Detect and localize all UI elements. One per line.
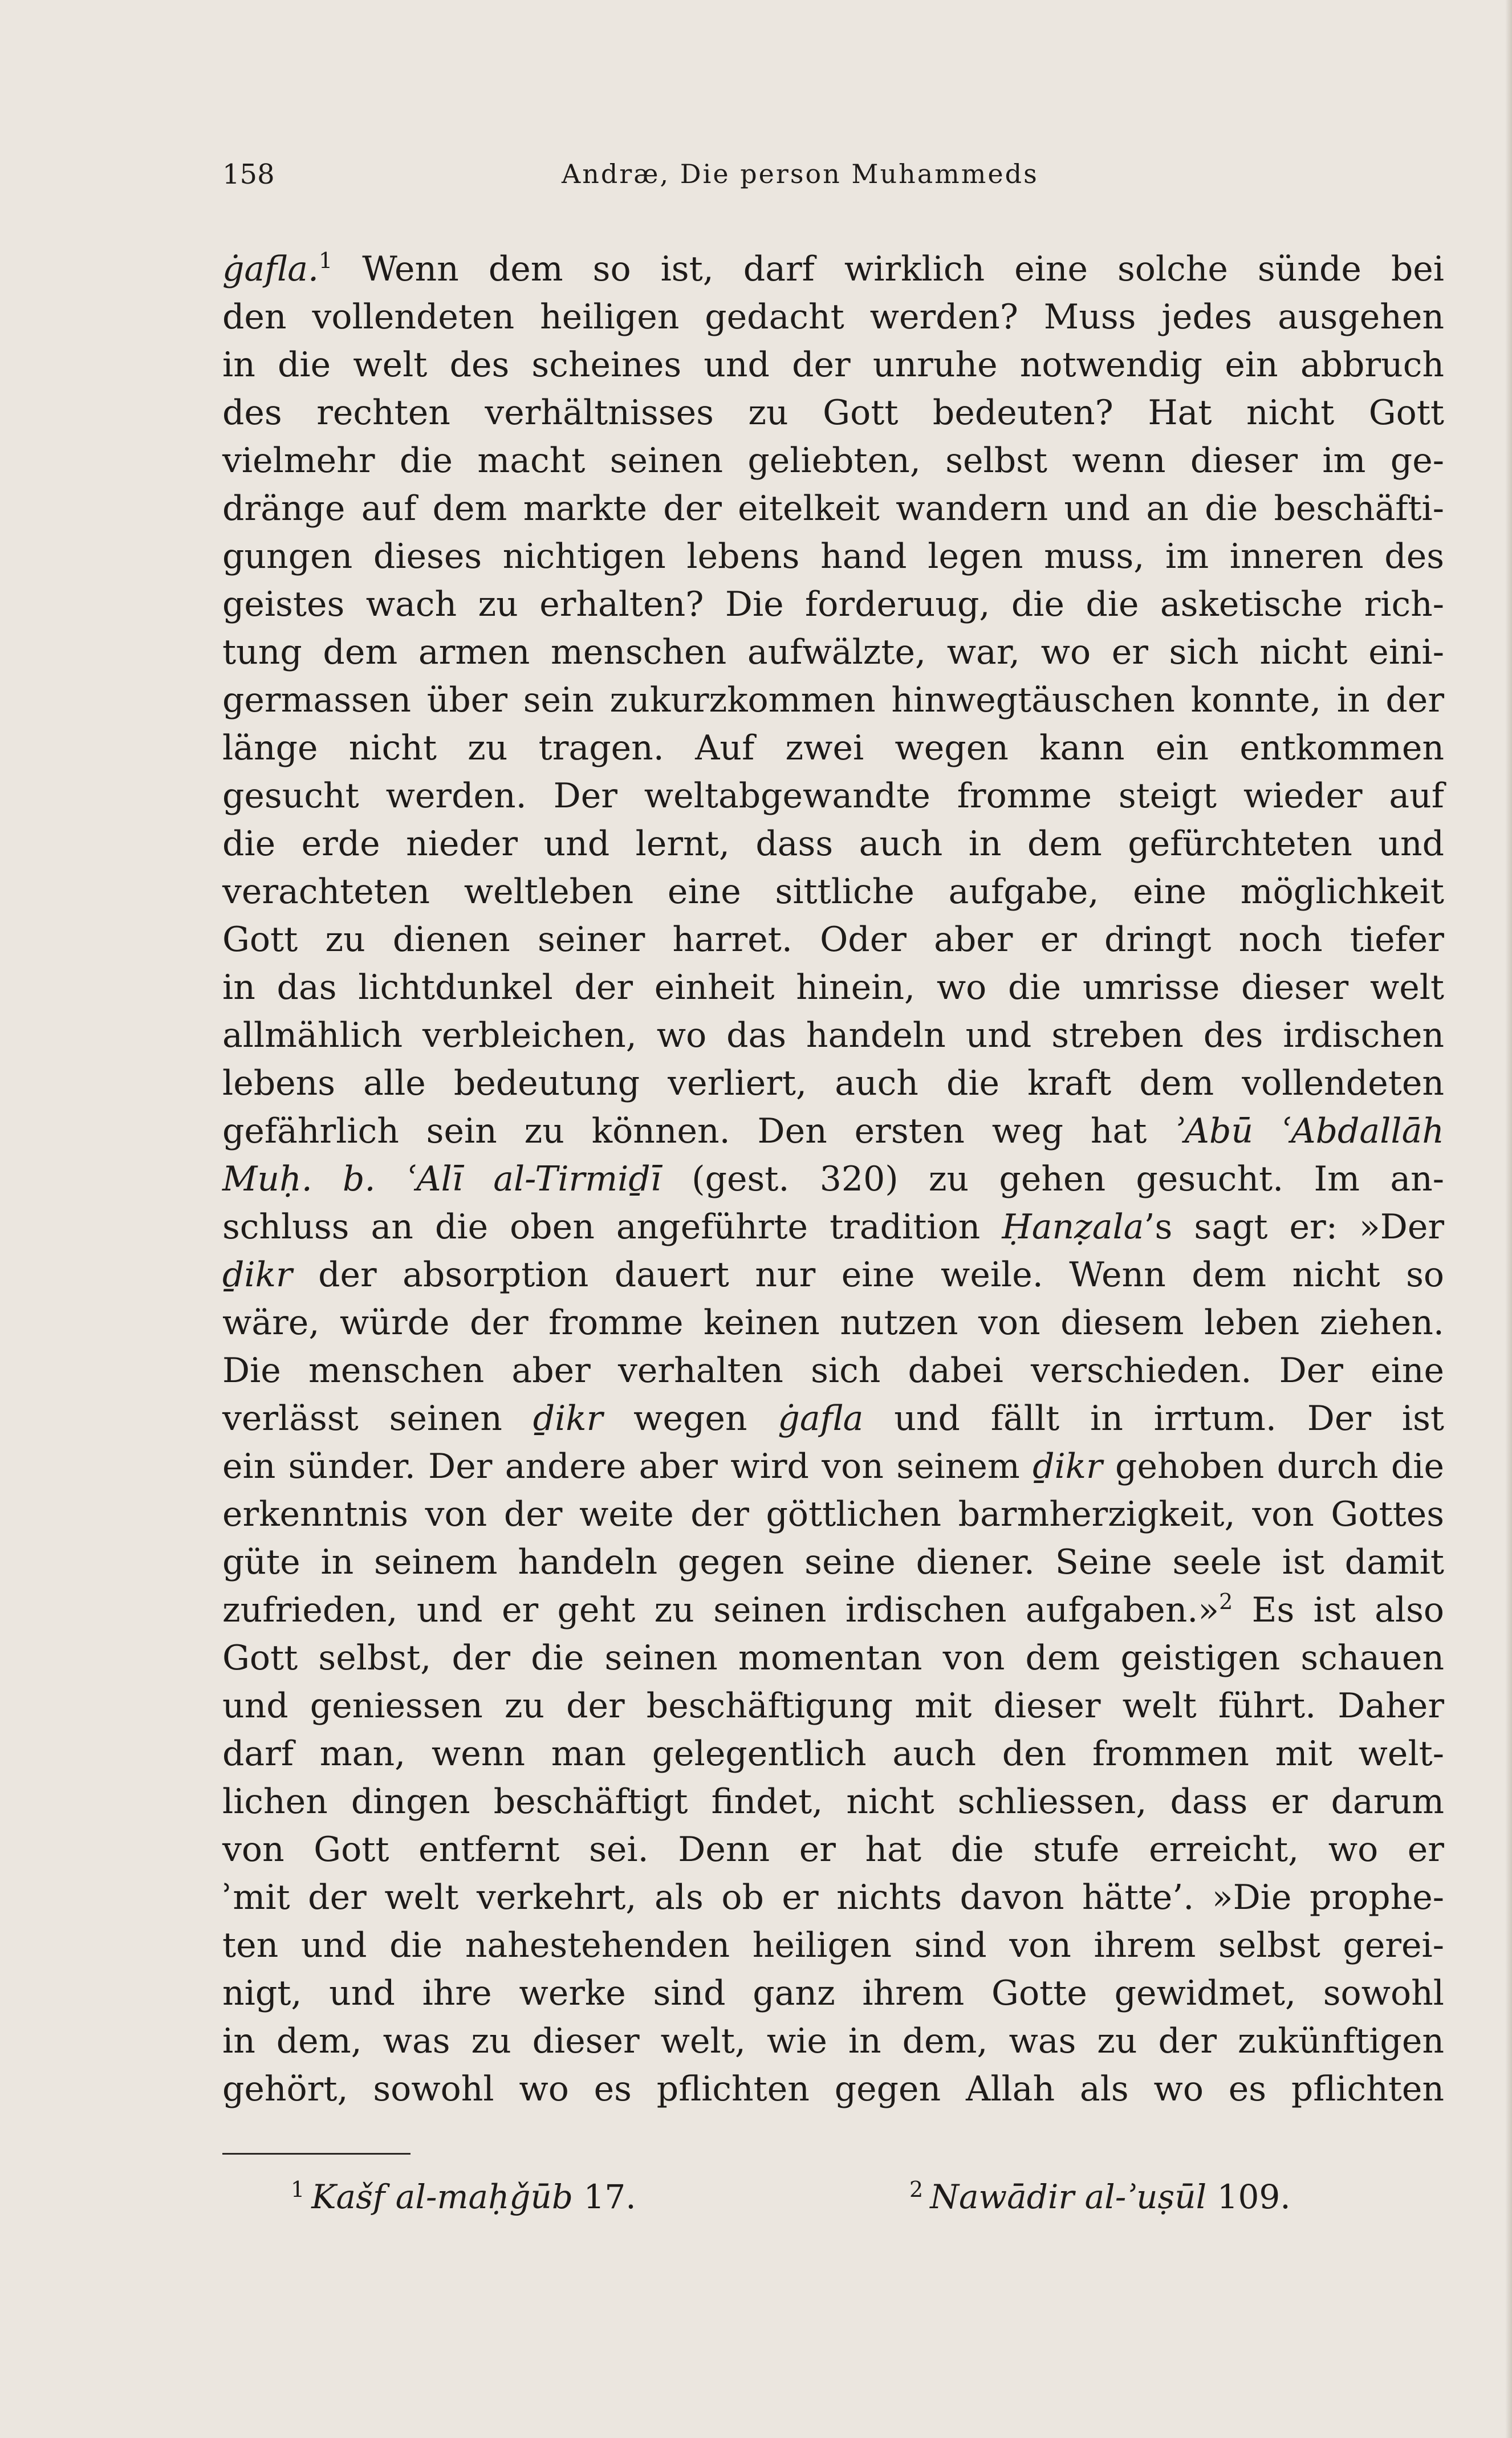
text-segment: schluss an die oben angeführte tradition: [222, 1207, 1002, 1247]
text-segment: Wenn dem so ist, darf wirklich eine solche sünde bei: [332, 249, 1444, 289]
text-segment: und fällt in irrtum. Der ist: [863, 1399, 1444, 1439]
text-segment: Muḥ. b. ʿAlī al-Tirmiḏī: [222, 1159, 661, 1199]
text-segment: in das lichtdunkel der einheit hinein, wo die umrisse dieser welt: [222, 968, 1444, 1007]
text-line: [222, 628, 1444, 676]
text-segment: ʾmit der welt verkehrt, als ob er nichts davon hätte’. »Die prophe-: [222, 1878, 1444, 1917]
text-segment: ʾAbū ʿAbdallāh: [1174, 1111, 1444, 1151]
text-segment: Es ist also: [1233, 1590, 1444, 1630]
text-line: [222, 1921, 1444, 1969]
text-segment: ein sünder. Der andere aber wird von seinem: [222, 1446, 1033, 1486]
text-line: [222, 772, 1444, 820]
text-line: [222, 1634, 1444, 1682]
text-line: [222, 1011, 1444, 1059]
text-line: [222, 1299, 1444, 1347]
text-line: [222, 1682, 1444, 1730]
text-segment: darf man, wenn man gelegentlich auch den frommen mit welt-: [222, 1734, 1444, 1774]
text-segment: verlässt seinen: [222, 1399, 533, 1439]
text-line: [222, 1155, 1444, 1203]
text-segment: vielmehr die macht seinen geliebten, selbst wenn dieser im ge-: [222, 441, 1444, 481]
text-line: [222, 1969, 1444, 2017]
text-line: [222, 964, 1444, 1011]
text-segment: Gott zu dienen seiner harret. Oder aber er dringt noch tiefer: [222, 920, 1444, 960]
text-line: [222, 341, 1444, 389]
text-line: [222, 1874, 1444, 1921]
text-segment: der absorption dauert nur eine weile. Wenn dem nicht so: [292, 1255, 1444, 1295]
text-line: [222, 1203, 1444, 1251]
text-line: [222, 1347, 1444, 1395]
footnotes: [291, 2177, 1374, 2222]
footnote-2-mark: 2: [909, 2177, 924, 2202]
running-head: Andræ, Die person Muhammeds: [562, 159, 1039, 189]
text-line: [222, 2065, 1444, 2113]
text-line: [222, 245, 1444, 293]
page-number: 158: [222, 159, 275, 190]
text-segment: wäre, würde der fromme keinen nutzen von diesem leben ziehen.: [222, 1303, 1444, 1343]
text-segment: länge nicht zu tragen. Auf zwei wegen kann ein entkommen: [222, 728, 1444, 768]
text-segment: die erde nieder und lernt, dass auch in dem gefürchteten und: [222, 824, 1444, 864]
text-line: [222, 1490, 1444, 1538]
footnote-divider: [222, 2153, 410, 2155]
footnote-1-mark: 1: [291, 2177, 305, 2202]
text-segment: wegen: [603, 1399, 778, 1439]
text-segment: ḏikr: [533, 1399, 603, 1439]
text-line: [222, 1826, 1444, 1874]
footnote-2: [909, 2177, 1291, 2216]
text-segment: verachteten weltleben eine sittliche aufgabe, eine möglichkeit: [222, 872, 1444, 912]
text-line: [222, 1107, 1444, 1155]
text-line: [222, 1730, 1444, 1778]
text-segment: zufrieden, und er geht zu seinen irdischen aufgaben.»: [222, 1590, 1220, 1630]
text-segment: gehoben durch die: [1102, 1446, 1445, 1486]
text-segment: ḏikr: [1033, 1446, 1103, 1486]
text-segment: Ḥanẓala: [1002, 1207, 1144, 1247]
footnote-2-page: 109.: [1217, 2177, 1291, 2216]
text-line: [222, 724, 1444, 772]
text-line: [222, 1778, 1444, 1826]
page-edge-shadow: [1505, 0, 1512, 2438]
text-segment: gungen dieses nichtigen lebens hand legen muss, im inneren des: [222, 537, 1444, 576]
text-segment: Die menschen aber verhalten sich dabei verschieden. Der eine: [222, 1351, 1444, 1391]
text-segment: den vollendeten heiligen gedacht werden? Muss jedes ausgehen: [222, 297, 1444, 337]
text-line: [222, 389, 1444, 437]
text-line: [222, 1395, 1444, 1443]
text-line: [222, 820, 1444, 868]
text-line: [222, 676, 1444, 724]
footnote-1-title: Kašf al-maḥǧūb: [311, 2177, 574, 2216]
body-text: [222, 245, 1444, 2113]
text-line: [222, 916, 1444, 964]
text-segment: geistes wach zu erhalten? Die forderuug, die die asketische rich-: [222, 584, 1444, 624]
footnote-reference: 1: [319, 248, 333, 273]
page-header: [222, 159, 1058, 198]
text-segment: ġafla.: [222, 249, 319, 289]
text-segment: ġafla: [778, 1399, 864, 1439]
text-line: [222, 1586, 1444, 1634]
text-line: [222, 1443, 1444, 1490]
text-segment: (gest. 320) zu gehen gesucht. Im an-: [661, 1159, 1445, 1199]
footnote-1-page: 17.: [583, 2177, 636, 2216]
text-segment: gehört, sowohl wo es pflichten gegen Allah als wo es pflichten: [222, 2069, 1444, 2109]
text-segment: ten und die nahestehenden heiligen sind von ihrem selbst gerei-: [222, 1925, 1444, 1965]
text-line: [222, 1251, 1444, 1299]
text-line: [222, 1538, 1444, 1586]
text-segment: ḏikr: [222, 1255, 292, 1295]
text-segment: Gott selbst, der die seinen momentan von dem geistigen schauen: [222, 1638, 1444, 1678]
footnote-reference: 2: [1219, 1589, 1233, 1614]
text-segment: lichen dingen beschäftigt findet, nicht schliessen, dass er darum: [222, 1782, 1444, 1822]
text-line: [222, 293, 1444, 341]
text-segment: dränge auf dem markte der eitelkeit wandern und an die beschäfti-: [222, 489, 1444, 529]
text-segment: in die welt des scheines und der unruhe notwendig ein abbruch: [222, 345, 1444, 385]
text-line: [222, 2017, 1444, 2065]
text-segment: nigt, und ihre werke sind ganz ihrem Gotte gewidmet, sowohl: [222, 1973, 1444, 2013]
text-segment: ’s sagt er: »Der: [1144, 1207, 1445, 1247]
footnote-1: [291, 2177, 636, 2216]
text-line: [222, 485, 1444, 533]
text-segment: des rechten verhältnisses zu Gott bedeuten? Hat nicht Gott: [222, 393, 1444, 433]
text-segment: und geniessen zu der beschäftigung mit dieser welt führt. Daher: [222, 1686, 1444, 1726]
text-segment: lebens alle bedeutung verliert, auch die kraft dem vollendeten: [222, 1063, 1444, 1103]
text-line: [222, 868, 1444, 916]
text-segment: güte in seinem handeln gegen seine diener. Seine seele ist damit: [222, 1542, 1444, 1582]
text-segment: tung dem armen menschen aufwälzte, war, wo er sich nicht eini-: [222, 632, 1444, 672]
text-segment: von Gott entfernt sei. Denn er hat die stufe erreicht, wo er: [222, 1830, 1444, 1870]
footnote-2-title: Nawādir al-ʾuṣūl: [930, 2177, 1207, 2216]
text-segment: erkenntnis von der weite der göttlichen barmherzigkeit, von Gottes: [222, 1494, 1444, 1534]
text-line: [222, 580, 1444, 628]
text-segment: in dem, was zu dieser welt, wie in dem, was zu der zukünftigen: [222, 2021, 1444, 2061]
text-line: [222, 1059, 1444, 1107]
text-segment: germassen über sein zukurzkommen hinwegtäuschen konnte, in der: [222, 680, 1444, 720]
text-segment: gefährlich sein zu können. Den ersten weg hat: [222, 1111, 1174, 1151]
text-line: [222, 533, 1444, 580]
text-line: [222, 437, 1444, 485]
text-segment: gesucht werden. Der weltabgewandte fromme steigt wieder auf: [222, 776, 1444, 816]
text-segment: allmählich verbleichen, wo das handeln und streben des irdischen: [222, 1015, 1444, 1055]
